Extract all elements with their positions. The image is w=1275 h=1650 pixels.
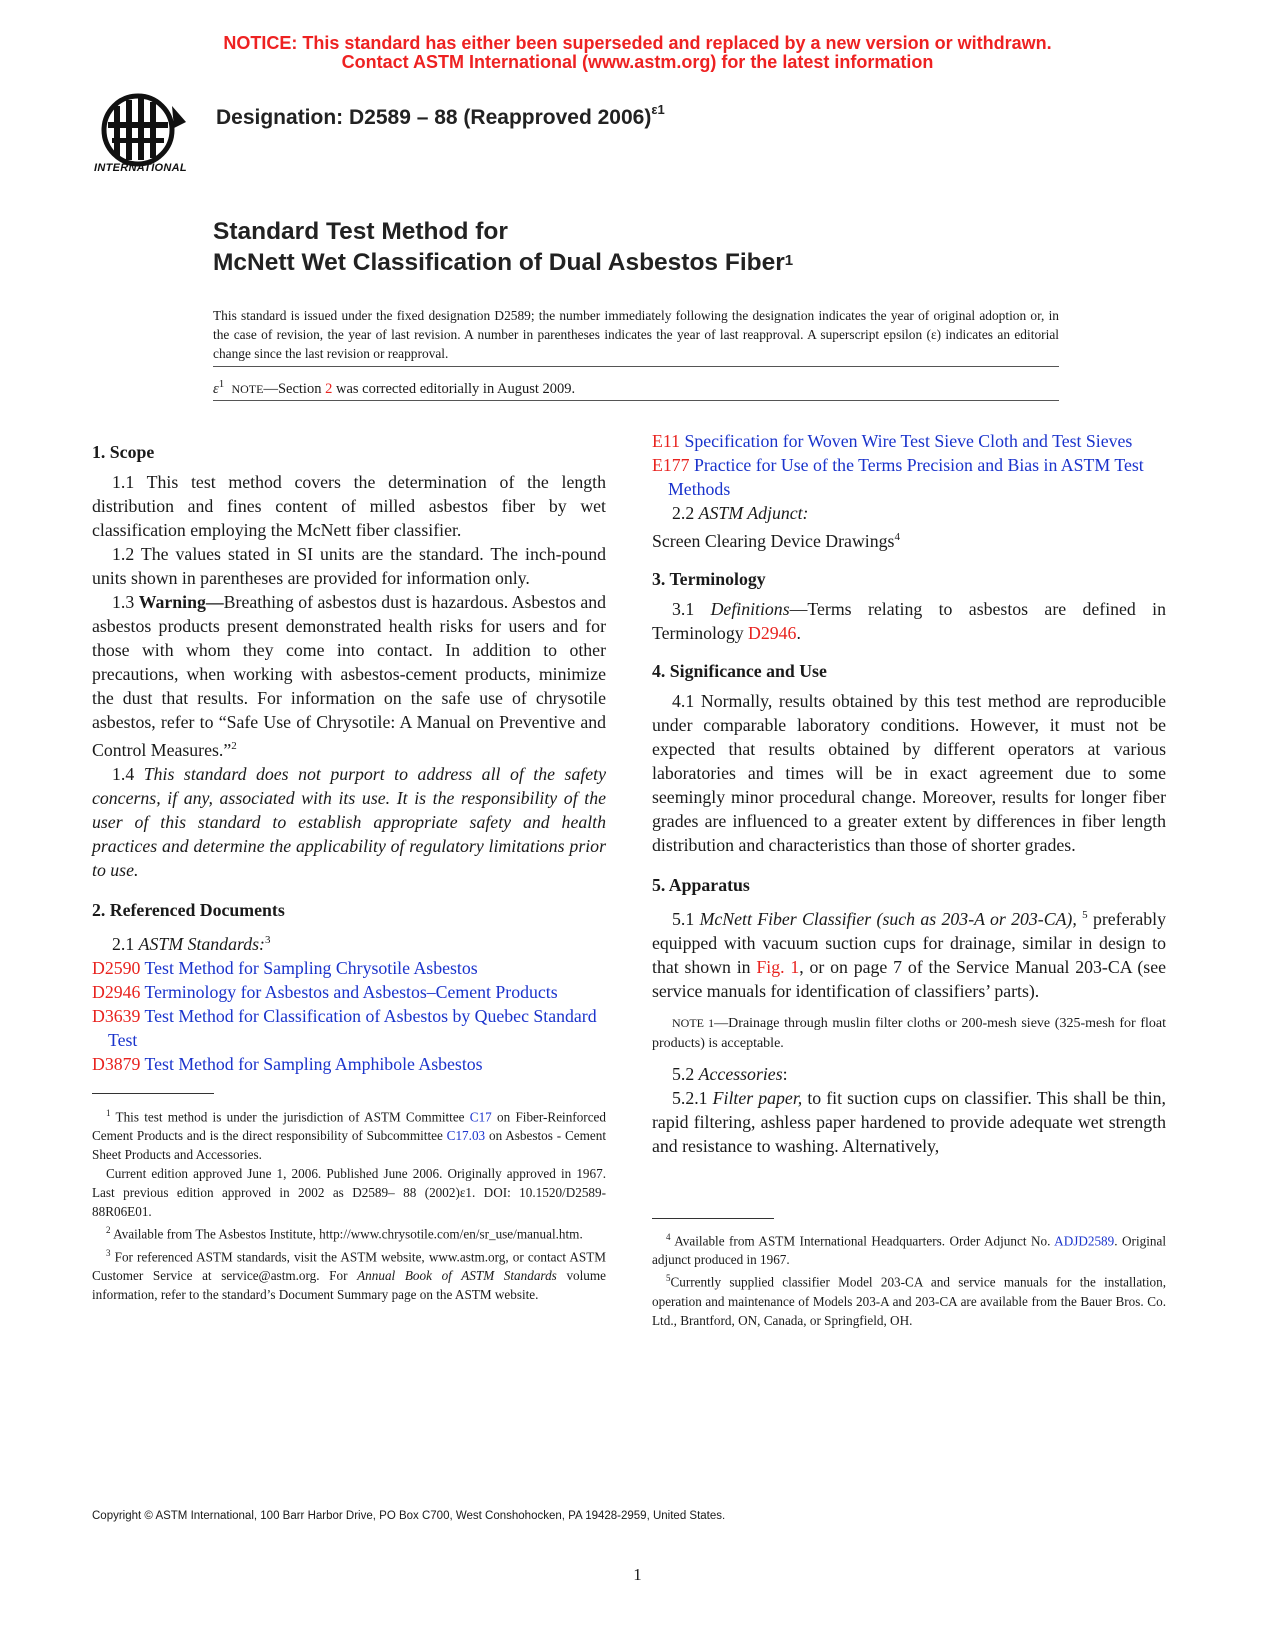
footnote-3-text-a: For referenced ASTM standards, visit the ASTM website, www.astm.org, or contact ASTM Customer Service at service@astm.org. For [92,1249,607,1284]
footnote-5-text: Currently supplied classifier Model 203-CA and service manuals for the installation, operation and maintenance of Models 203-A and 203-CA are available from the Bauer Bros. Co. Ltd., Brantford, ON, Canada, or Springfield, OH. [652,1274,1166,1328]
para-5-2-1-num: 5.2.1 [672,1087,713,1108]
footnote-3-text-b: volume information, refer to the standard’s Document Summary page on the ASTM website. [92,1268,606,1303]
c17-link[interactable]: C17 [469,1109,492,1125]
epsilon-mark: ε [213,380,219,397]
note-1 [652,1013,1166,1054]
footnote-5 [652,1269,1166,1329]
ref-code-link[interactable]: E177 [652,455,690,475]
right-footnote-rule [652,1218,774,1219]
footnote-3-italic: Annual Book of ASTM Standards [357,1268,557,1284]
title-footnote-mark: 1 [784,252,794,269]
footnote-4-text-a: Available from ASTM International Headquarters. Order Adjunct No. [674,1233,1055,1249]
para-5-1-text-b: , or on page 7 of the Service Manual 203-CA (see service manuals for identification of classifiers’ parts). [652,956,1166,1001]
terminology-heading: 3. Terminology [652,568,766,589]
designation-text: Designation: D2589 – 88 (Reapproved 2006) [216,106,652,129]
para-2-1-num: 2.1 [112,933,139,954]
para-5-2-1 [652,1086,1166,1158]
note-1-label: NOTE 1 [672,1015,715,1030]
left-footnote-rule [92,1093,214,1094]
footnote-2-text: Available from The Asbestos Institute, http://www.chrysotile.com/en/sr_use/manual.htm. [113,1226,583,1242]
designation [216,102,665,130]
para-3-1-italic: Definitions [710,598,790,619]
para-2-1 [92,928,606,956]
para-1-3-num: 1.3 [112,592,139,612]
footnote-1-text-a: This test method is under the jurisdiction of ASTM Committee [115,1109,470,1125]
document-title [213,216,793,278]
footnote-1 [92,1104,606,1164]
right-footnotes [652,1228,1166,1330]
adjd2589-link[interactable]: ADJD2589 [1054,1233,1115,1249]
notice-line-2: Contact ASTM International (www.astm.org) for the latest information [341,52,934,72]
ref-item [92,980,606,1004]
notice-line-1: NOTICE: This standard has either been superseded and replaced by a new version or withdrawn. [223,33,1052,53]
para-1-3 [92,590,606,762]
para-4-1: 4.1 Normally, results obtained by this test method are reproducible under comparable laboratory conditions. However, it must not be expected that results obtained by different operators at various laboratories and times will be in exact agreement due to some seemingly minor procedural change. Moreover, results for longer fiber grades are influenced to a greater extent by differences in fiber length distribution and characteristics than those of shorter grades. [652,690,1166,855]
para-3-1-num: 3.1 [672,598,711,619]
footnote-1-mark: 1 [106,1108,111,1118]
footnote-2 [92,1221,606,1243]
para-5-1-text-a: preferably equipped with vacuum suction cups for drainage, similar in design to that shown in [652,908,1167,977]
footnote-5-mark: 5 [666,1273,671,1284]
adjunct-text: Screen Clearing Device Drawings [652,530,895,551]
para-5-1-italic: McNett Fiber Classifier (such as 203-A or 203-CA), [699,908,1077,929]
para-2-1-text: ASTM Standards: [138,933,265,954]
para-3-1: 3.1 Definitions—Terms relating to asbestos are defined in Terminology D2946. [652,598,1166,643]
issuance-statement: This standard is issued under the fixed designation D2589; the number immediately following the designation indicates the year of original adoption or, in the case of revision, the year of last revision. A number in parentheses indicates the year of last reapproval. A superscript epsilon (ε) indicates an editorial change since the last revision or reapproval. [213,308,1059,361]
warning-label: Warning— [138,592,224,612]
footnote-1-text-b: on Fiber-Reinforced Cement Products and is the direct responsibility of Subcommittee [92,1109,606,1144]
apparatus-heading: 5. Apparatus [652,874,750,895]
significance-heading: 4. Significance and Use [652,660,827,681]
para-5-1 [652,903,1166,1003]
adjunct-item [652,525,1166,553]
fig-1-link[interactable]: Fig. 1 [756,956,800,977]
ref-title-link[interactable]: Terminology for Asbestos and Asbestos–Cement Products [144,981,558,1002]
title-line-2: McNett Wet Classification of Dual Asbestos Fiber [213,249,785,276]
ref-item [652,453,1166,501]
para-5-2-1-italic: Filter paper, [712,1087,803,1108]
c17-03-link[interactable]: C17.03 [446,1128,486,1144]
ref-title-link[interactable]: Specification for Woven Wire Test Sieve Cloth and Test Sieves [684,431,1133,451]
footnote-3 [92,1244,606,1304]
left-column [92,440,606,1076]
ref-item [92,956,606,980]
para-5-2: 5.2 Accessories: [672,1063,788,1084]
footnote-1-text-c: on Asbestos - Cement Sheet Products and Accessories. [92,1128,606,1163]
copyright-footer: Copyright © ASTM International, 100 Barr Harbor Drive, PO Box C700, West Conshohocken, PA 19428-2959, United States. [92,1510,726,1522]
top-divider [213,366,1059,367]
adjunct-sup: 4 [894,531,900,543]
logo-text: INTERNATIONAL [94,162,187,174]
ref-item [92,1052,606,1076]
ref-title-link[interactable]: Test Method for Sampling Amphibole Asbestos [144,1053,483,1074]
para-1-3-text: Breathing of asbestos dust is hazardous. Asbestos and asbestos products present demonstrated health risks for users and for those with whom they come into contact. In addition to other precautions, when working with asbestos-cement products, minimize the dust that results. For information on the safe use of chrysotile asbestos, refer to “Safe Use of Chrysotile: A Manual on Preventive and Control Measures.” [92,592,606,760]
footnote-4-mark: 4 [666,1232,671,1242]
para-5-1-num: 5.1 [672,908,700,929]
para-2-2-num: 2.2 [672,503,699,523]
ref-code-link[interactable]: E11 [652,431,680,451]
notice-banner [0,34,1275,72]
para-1-4-num: 1.4 [112,763,144,784]
designation-superscript: ε1 [651,102,665,117]
footnote-3-mark: 3 [106,1247,111,1258]
title-line-1: Standard Test Method for [213,218,508,245]
note-suffix: was corrected editorially in August 2009. [332,380,576,397]
scope-heading: 1. Scope [92,442,155,462]
note-prefix: —Section [263,380,326,397]
ref-item [652,429,1166,453]
footnote-1-edition: Current edition approved June 1, 2006. Published June 2006. Originally approved in 1967. Last previous edition approved in 2002 as D2589– 88 (2002)ε1. DOI: 10.1520/D2589-88R06E01. [92,1166,606,1220]
ref-code-link[interactable]: D3639 [92,1005,141,1026]
para-2-2 [652,501,1166,525]
section-2-link[interactable]: 2 [325,380,333,397]
astm-logo [92,92,202,184]
right-column [652,429,1166,1158]
note-label: NOTE [231,381,264,396]
refdocs-heading: 2. Referenced Documents [92,899,285,920]
note-1-text: —Drainage through muslin filter cloths or 200-mesh sieve (325-mesh for float products) is acceptable. [652,1015,1166,1051]
para-5-1-sup: 5 [1082,908,1088,921]
ref-code-link[interactable]: D2590 [92,957,141,978]
ref-title-link[interactable]: Test Method for Classification of Asbestos by Quebec Standard Test [108,1005,597,1050]
para-1-1: 1.1 This test method covers the determination of the length distribution and fines content of milled asbestos fiber by wet classification employing the McNett fiber classifier. [92,472,606,540]
ref-code-link[interactable]: D3879 [92,1053,141,1074]
para-5-2-1-text: to fit suction cups on classifier. This shall be thin, rapid filtering, ashless paper hardened to provide adequate wet strength and resistance to washing. Alternatively, [652,1087,1167,1156]
note-divider [213,400,1059,401]
para-3-1-text: —Terms relating to asbestos are defined in Terminology [652,598,1166,643]
page-number: 1 [633,1565,642,1584]
para-1-3-sup: 2 [231,740,237,752]
para-5-2-num: 5.2 [672,1063,699,1084]
para-2-1-sup: 3 [264,933,271,946]
ref-title-link[interactable]: Practice for Use of the Terms Precision and Bias in ASTM Test Methods [668,455,1144,499]
para-1-4-text: This standard does not purport to address all of the safety concerns, if any, associated with its use. It is the responsibility of the user of this standard to establish appropriate safety and health practices and determine the applicability of regulatory limitations prior to use. [92,763,607,880]
footnote-2-mark: 2 [106,1225,111,1236]
para-1-4 [92,762,606,882]
ref-title-link[interactable]: Test Method for Sampling Chrysotile Asbestos [144,957,478,978]
footnote-4-text-b: . Original adjunct produced in 1967. [652,1233,1166,1268]
ref-item [92,1004,606,1052]
ref-code-link[interactable]: D2946 [92,981,141,1002]
left-footnotes [92,1104,606,1304]
para-2-2-text: ASTM Adjunct: [698,503,809,523]
epsilon-mark-sup: 1 [218,378,225,390]
d2946-link[interactable]: D2946 [748,622,797,643]
epsilon-note [213,378,575,398]
para-1-2: 1.2 The values stated in SI units are the standard. The inch-pound units shown in parentheses are provided for information only. [92,544,606,588]
para-5-2-italic: Accessories [698,1063,783,1084]
footnote-4 [652,1228,1166,1269]
